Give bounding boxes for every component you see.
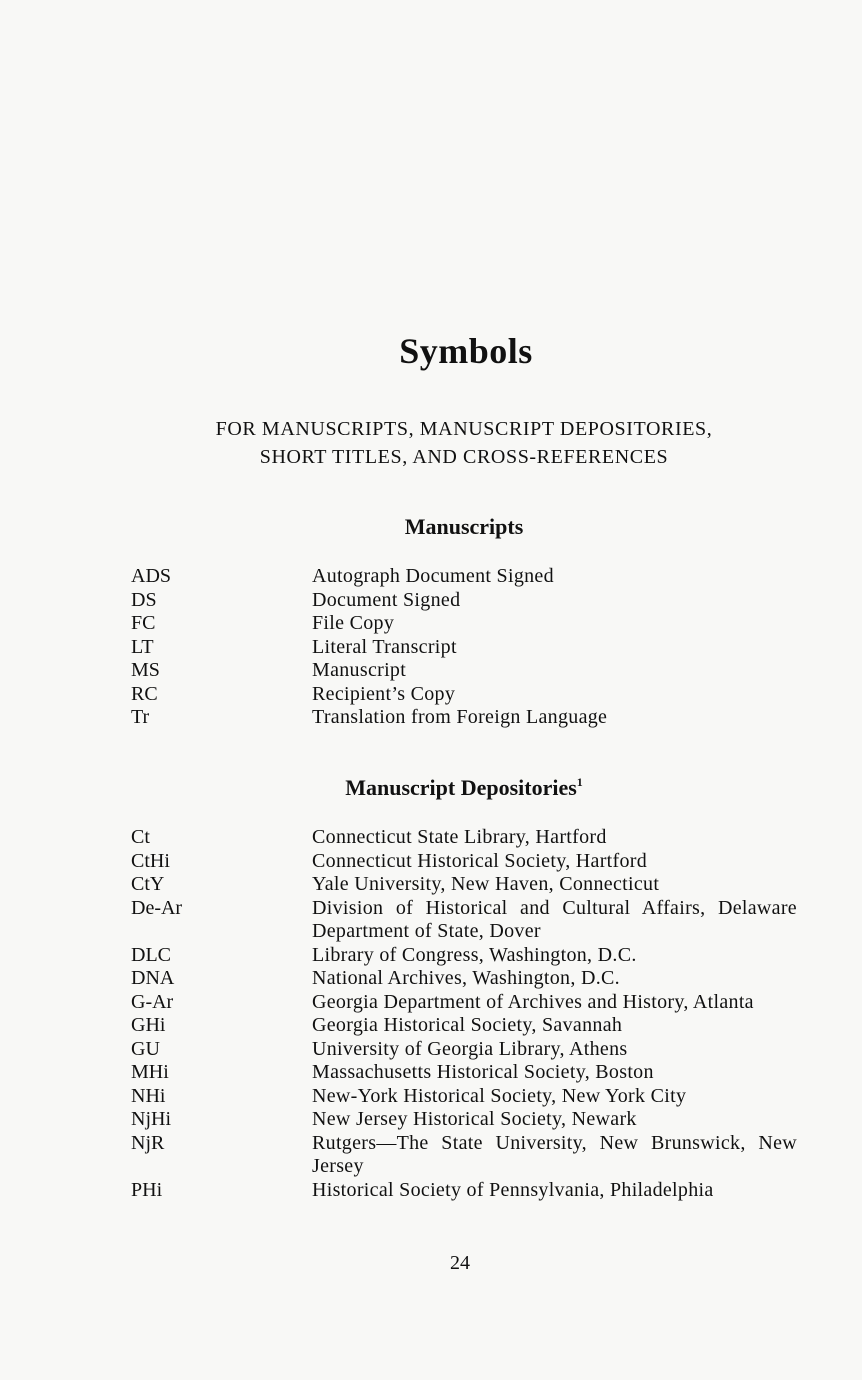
- entry-abbreviation: ADS: [131, 565, 172, 587]
- depository-entry: [131, 826, 797, 850]
- depository-entry: [131, 944, 797, 968]
- entry-abbreviation: CtHi: [131, 849, 170, 872]
- entry-abbreviation: PHi: [131, 1178, 163, 1201]
- depositories-heading: [0, 775, 862, 801]
- entry-meaning: Massachusetts Historical Society, Boston: [312, 1061, 654, 1083]
- manuscript-entry: [131, 589, 797, 613]
- depository-entry: [131, 991, 797, 1015]
- entry-abbreviation: DLC: [131, 943, 171, 966]
- page-title: Symbols: [399, 331, 533, 371]
- entry-meaning: Division of Historical and Cultural Affairs, Delaware Department of State, Dover: [312, 896, 797, 942]
- entry-meaning: National Archives, Washington, D.C.: [312, 967, 620, 989]
- entry-abbreviation: MS: [131, 659, 160, 681]
- entry-meaning: Recipient’s Copy: [312, 682, 456, 705]
- entry-abbreviation: NHi: [131, 1084, 166, 1107]
- entry-meaning: Autograph Document Signed: [312, 565, 554, 587]
- depository-entry: [131, 967, 797, 991]
- manuscripts-list: [131, 565, 797, 730]
- entry-meaning: Connecticut State Library, Hartford: [312, 826, 607, 848]
- depository-entry: [131, 1038, 797, 1062]
- depository-entry: [131, 1179, 797, 1203]
- depositories-heading-text: Manuscript Depositories: [345, 775, 577, 800]
- entry-abbreviation: Tr: [131, 706, 150, 728]
- entry-abbreviation: GHi: [131, 1014, 166, 1036]
- footnote-mark: 1: [576, 775, 583, 789]
- entry-meaning: New-York Historical Society, New York City: [312, 1084, 687, 1107]
- entry-meaning: Library of Congress, Washington, D.C.: [312, 943, 637, 966]
- entry-meaning: Translation from Foreign Language: [312, 706, 608, 728]
- entry-meaning: Georgia Historical Society, Savannah: [312, 1014, 623, 1036]
- entry-abbreviation: MHi: [131, 1061, 169, 1083]
- manuscript-entry: [131, 706, 797, 730]
- entry-meaning: Document Signed: [312, 588, 461, 611]
- depository-entry: [131, 1085, 797, 1109]
- subtitle-line-2: SHORT TITLES, AND CROSS-REFERENCES: [259, 446, 669, 468]
- entry-meaning: University of Georgia Library, Athens: [312, 1037, 628, 1060]
- entry-meaning: Connecticut Historical Society, Hartford: [312, 849, 648, 872]
- manuscripts-heading: Manuscripts: [404, 514, 524, 539]
- entry-abbreviation: CtY: [131, 873, 165, 895]
- entry-meaning: Manuscript: [312, 659, 407, 681]
- depositories-list: [131, 826, 797, 1202]
- entry-abbreviation: Ct: [131, 826, 150, 848]
- subtitle-line-1: FOR MANUSCRIPTS, MANUSCRIPT DEPOSITORIES,: [215, 418, 713, 440]
- entry-abbreviation: DS: [131, 588, 157, 611]
- depository-entry: [131, 873, 797, 897]
- depository-entry: [131, 1061, 797, 1085]
- entry-abbreviation: De-Ar: [131, 896, 183, 919]
- depository-entry: [131, 850, 797, 874]
- page-number: 24: [450, 1252, 470, 1274]
- manuscript-entry: [131, 659, 797, 683]
- depository-entry: [131, 1132, 797, 1179]
- entry-meaning: Literal Transcript: [312, 635, 457, 658]
- manuscript-entry: [131, 683, 797, 707]
- manuscript-entry: [131, 612, 797, 636]
- entry-meaning: New Jersey Historical Society, Newark: [312, 1108, 637, 1130]
- entry-abbreviation: LT: [131, 635, 154, 658]
- entry-abbreviation: G-Ar: [131, 990, 174, 1013]
- depository-entry: [131, 1108, 797, 1132]
- entry-meaning: Yale University, New Haven, Connecticut: [312, 873, 660, 895]
- entry-abbreviation: RC: [131, 682, 158, 705]
- depository-entry: [131, 897, 797, 944]
- entry-abbreviation: DNA: [131, 967, 175, 989]
- manuscript-entry: [131, 565, 797, 589]
- entry-abbreviation: NjR: [131, 1131, 165, 1154]
- entry-abbreviation: NjHi: [131, 1108, 171, 1130]
- entry-abbreviation: GU: [131, 1037, 160, 1060]
- entry-meaning: Rutgers—The State University, New Brunswick, New Jersey: [312, 1131, 797, 1177]
- entry-meaning: Historical Society of Pennsylvania, Philadelphia: [312, 1178, 714, 1201]
- manuscript-entry: [131, 636, 797, 660]
- entry-meaning: Georgia Department of Archives and History, Atlanta: [312, 990, 754, 1013]
- entry-meaning: File Copy: [312, 612, 395, 634]
- depository-entry: [131, 1014, 797, 1038]
- entry-abbreviation: FC: [131, 612, 156, 634]
